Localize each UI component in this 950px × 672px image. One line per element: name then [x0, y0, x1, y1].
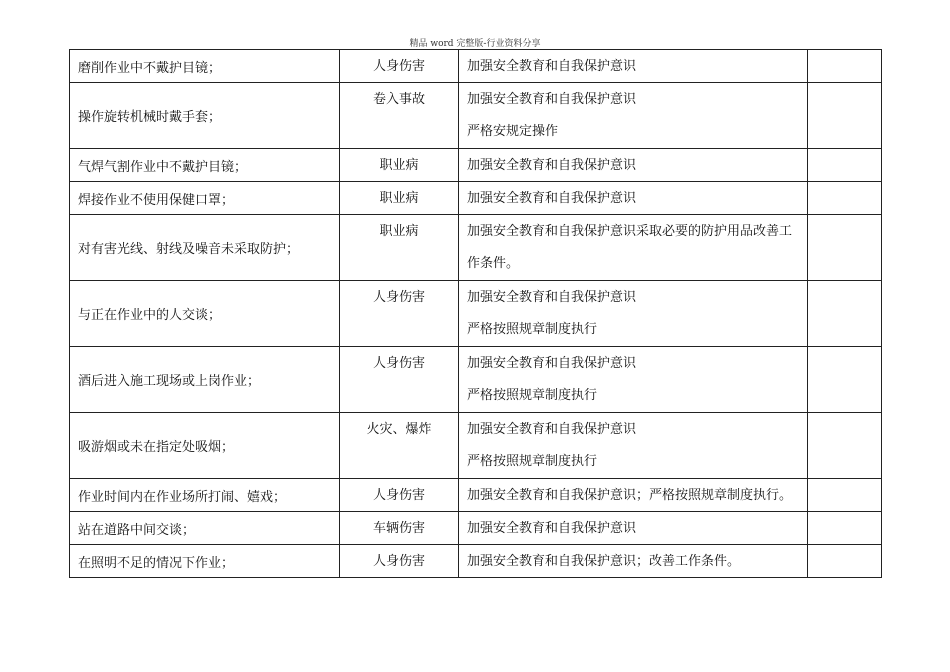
consequence-text: 人身伤害: [372, 59, 425, 74]
page-header: 精品 word 完整版-行业资料分享: [409, 39, 541, 49]
remarks-cell: [808, 281, 882, 347]
consequence-text: 人身伤害: [372, 356, 425, 371]
remarks-cell: [808, 545, 882, 578]
table-row: [70, 149, 882, 182]
measure-line: 严格按照规章制度执行: [467, 388, 598, 403]
table-row: [70, 50, 882, 83]
measure-line: 加强安全教育和自我保护意识: [467, 157, 637, 173]
measures-cell: [459, 83, 808, 149]
measure-line: 作条件。: [467, 256, 520, 271]
consequence-cell: [340, 83, 459, 149]
measure-line: 加强安全教育和自我保护意识: [467, 190, 637, 206]
activity-cell: 吸游烟或未在指定处吸烟；: [70, 413, 340, 479]
activity-cell: 站在道路中间交谈；: [70, 512, 340, 545]
table-row: [70, 413, 882, 479]
measures-cell: [459, 182, 808, 215]
measure-line: 加强安全教育和自我保护意识: [467, 92, 637, 107]
consequence-cell: [340, 215, 459, 281]
consequence-text: 人身伤害: [372, 290, 425, 305]
measures-cell: [459, 347, 808, 413]
consequence-cell: [340, 281, 459, 347]
activity-cell: 对有害光线、射线及噪音未采取防护；: [70, 215, 340, 281]
consequence-text: 车辆伤害: [372, 521, 425, 536]
activity-cell: 焊接作业不使用保健口罩；: [70, 182, 340, 215]
activity-cell: 酒后进入施工现场或上岗作业；: [70, 347, 340, 413]
table-row: [70, 182, 882, 215]
table-row: [70, 512, 882, 545]
remarks-cell: [808, 413, 882, 479]
measure-line: 严格按照规章制度执行: [467, 322, 598, 337]
remarks-cell: [808, 149, 882, 182]
consequence-text: 职业病: [379, 191, 419, 206]
measure-line: 加强安全教育和自我保护意识；严格按照规章制度执行。: [467, 487, 793, 503]
hazard-table: [69, 49, 882, 578]
measure-line: 加强安全教育和自我保护意识: [467, 356, 637, 371]
measure-line: 加强安全教育和自我保护意识；改善工作条件。: [467, 553, 741, 569]
consequence-text: 火灾、爆炸: [366, 422, 432, 437]
measure-line: 严格安规定操作: [467, 124, 559, 139]
consequence-cell: [340, 512, 459, 545]
activity-cell: 磨削作业中不戴护目镜；: [70, 50, 340, 83]
measure-line: 严格按照规章制度执行: [467, 454, 598, 469]
activity-cell: 作业时间内在作业场所打闹、嬉戏；: [70, 479, 340, 512]
measures-cell: [459, 512, 808, 545]
measures-cell: [459, 215, 808, 281]
table-row: [70, 545, 882, 578]
measures-cell: [459, 149, 808, 182]
measure-line: 加强安全教育和自我保护意识: [467, 290, 637, 305]
activity-cell: 在照明不足的情况下作业；: [70, 545, 340, 578]
consequence-text: 职业病: [379, 158, 419, 173]
remarks-cell: [808, 215, 882, 281]
measure-line: 加强安全教育和自我保护意识: [467, 520, 637, 536]
measures-cell: [459, 50, 808, 83]
measures-cell: [459, 545, 808, 578]
consequence-cell: [340, 347, 459, 413]
table-row: [70, 347, 882, 413]
consequence-cell: [340, 545, 459, 578]
activity-cell: 操作旋转机械时戴手套；: [70, 83, 340, 149]
activity-cell: 与正在作业中的人交谈；: [70, 281, 340, 347]
measure-line: 加强安全教育和自我保护意识: [467, 422, 637, 437]
remarks-cell: [808, 512, 882, 545]
consequence-text: 人身伤害: [372, 554, 425, 569]
measure-line: 加强安全教育和自我保护意识: [467, 58, 637, 74]
measure-line: 加强安全教育和自我保护意识采取必要的防护用品改善工: [467, 224, 793, 239]
consequence-text: 人身伤害: [372, 488, 425, 503]
consequence-cell: [340, 479, 459, 512]
measures-cell: [459, 479, 808, 512]
measures-cell: [459, 281, 808, 347]
table-row: [70, 479, 882, 512]
remarks-cell: [808, 50, 882, 83]
consequence-cell: [340, 50, 459, 83]
remarks-cell: [808, 83, 882, 149]
table-row: [70, 281, 882, 347]
remarks-cell: [808, 479, 882, 512]
activity-cell: 气焊气割作业中不戴护目镜；: [70, 149, 340, 182]
table-row: [70, 215, 882, 281]
table-row: [70, 83, 882, 149]
consequence-cell: [340, 182, 459, 215]
remarks-cell: [808, 182, 882, 215]
consequence-text: 职业病: [379, 224, 419, 239]
consequence-cell: [340, 413, 459, 479]
measures-cell: [459, 413, 808, 479]
remarks-cell: [808, 347, 882, 413]
consequence-text: 卷入事故: [372, 92, 425, 107]
consequence-cell: [340, 149, 459, 182]
